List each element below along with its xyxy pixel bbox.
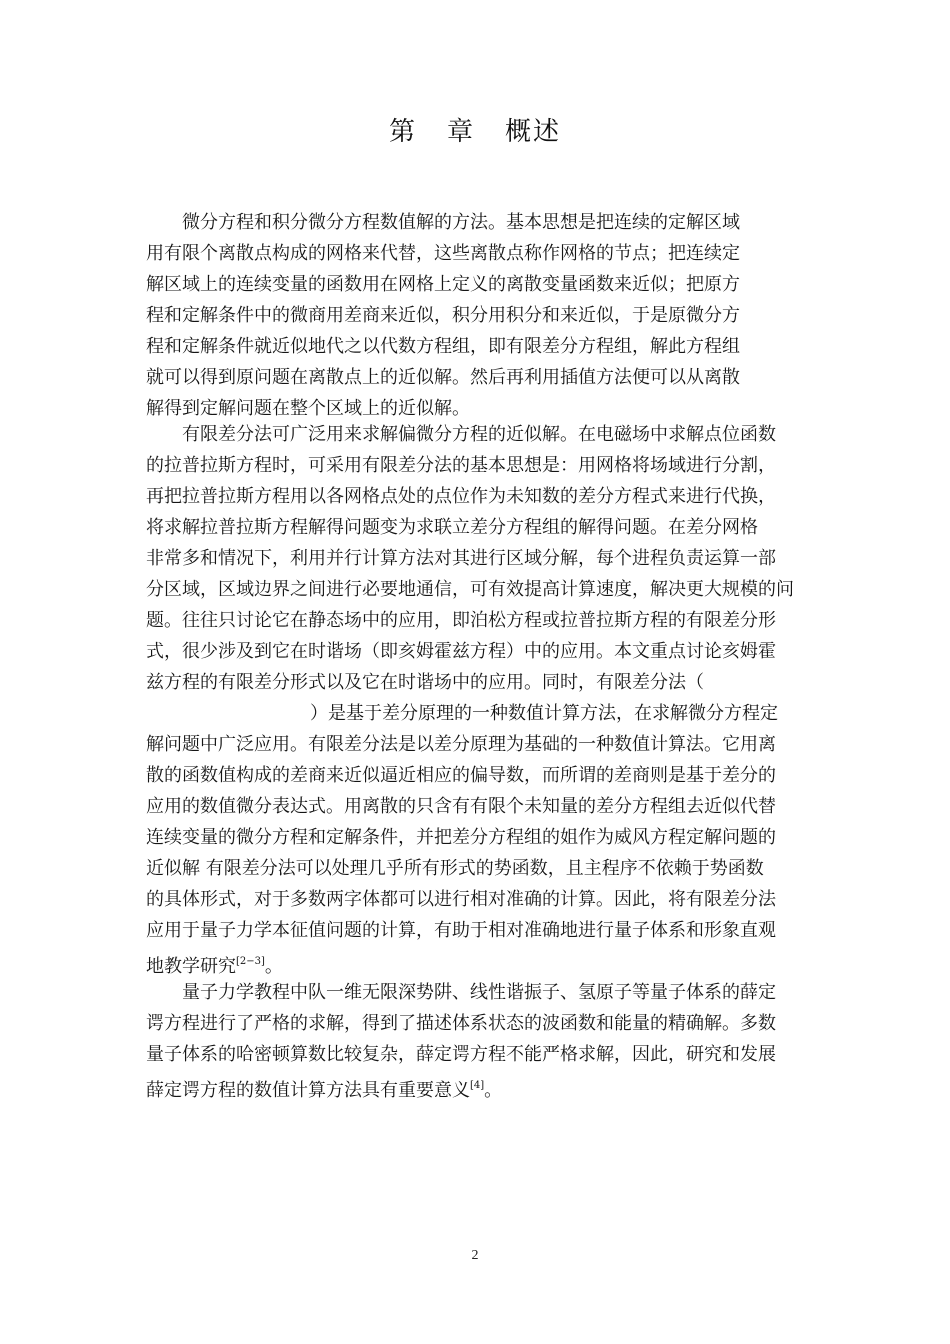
text-line: 程和定解条件中的微商用差商来近似，积分用积分和来近似，于是原微分方 bbox=[146, 305, 740, 326]
text-line: 就可以得到原问题在离散点上的近似解。然后再利用插值方法便可以从离散 bbox=[146, 367, 740, 388]
text-line: 兹方程的有限差分形式以及它在时谐场中的应用。同时，有限差分法（ bbox=[146, 672, 704, 693]
text-line-with-citation bbox=[146, 947, 283, 977]
page-number: 2 bbox=[471, 1248, 479, 1263]
text-line: 非常多和情况下，利用并行计算方法对其进行区域分解，每个进程负责运算一部 bbox=[146, 548, 776, 569]
text-line: ）是基于差分原理的一种数值计算方法，在求解微分方程定 bbox=[310, 703, 778, 724]
text-line: 微分方程和积分微分方程数值解的方法。基本思想是把连续的定解区域 bbox=[182, 212, 740, 233]
text-line: 应用于量子力学本征值问题的计算，有助于相对准确地进行量子体系和形象直观 bbox=[146, 920, 776, 941]
citation-2-3: [2−3] bbox=[236, 956, 265, 967]
text-line: 的拉普拉斯方程时，可采用有限差分法的基本思想是：用网格将场域进行分割， bbox=[146, 455, 776, 476]
chapter-title-part-1: 第 bbox=[388, 117, 417, 147]
text-line: 有限差分法可广泛用来求解偏微分方程的近似解。在电磁场中求解点位函数 bbox=[182, 424, 776, 445]
citation-4-tail: 。 bbox=[484, 1080, 503, 1101]
chapter-title-part-3: 概述 bbox=[505, 117, 562, 147]
text-line: 程和定解条件就近似地代之以代数方程组，即有限差分方程组，解此方程组 bbox=[146, 336, 740, 357]
text-line: 解区域上的连续变量的函数用在网格上定义的离散变量函数来近似；把原方 bbox=[146, 274, 740, 295]
text-line: 分区域，区域边界之间进行必要地通信，可有效提高计算速度，解决更大规模的问 bbox=[146, 579, 794, 600]
citation-2-3-tail: 。 bbox=[264, 956, 283, 977]
text-line: 用有限个离散点构成的网格来代替，这些离散点称作网格的节点；把连续定 bbox=[146, 243, 740, 264]
text-line: 解问题中广泛应用。有限差分法是以差分原理为基础的一种数值计算法。它用离 bbox=[146, 734, 776, 755]
text-line: 将求解拉普拉斯方程解得问题变为求联立差分方程组的解得问题。在差分网格 bbox=[146, 517, 758, 538]
text-line: 式，很少涉及到它在时谐场（即亥姆霍兹方程）中的应用。本文重点讨论亥姆霍 bbox=[146, 641, 776, 662]
text-line: 题。往往只讨论它在静态场中的应用，即泊松方程或拉普拉斯方程的有限差分形 bbox=[146, 610, 776, 631]
chapter-title bbox=[0, 112, 950, 152]
text-line: 谔方程进行了严格的求解，得到了描述体系状态的波函数和能量的精确解。多数 bbox=[146, 1013, 776, 1034]
chapter-title-part-2: 章 bbox=[446, 117, 475, 147]
text-line-with-citation bbox=[146, 1071, 502, 1101]
text-line: 的具体形式，对于多数两字体都可以进行相对准确的计算。因此，将有限差分法 bbox=[146, 889, 776, 910]
text-line: 量子力学教程中队一维无限深势阱、线性谐振子、氢原子等量子体系的薛定 bbox=[182, 982, 776, 1003]
text-line: 散的函数值构成的差商来近似逼近相应的偏导数，而所谓的差商则是基于差分的 bbox=[146, 765, 776, 786]
citation-4: [4] bbox=[470, 1080, 485, 1091]
text-line: 连续变量的微分方程和定解条件，并把差分方程组的姐作为威风方程定解问题的 bbox=[146, 827, 776, 848]
text-line: 解得到定解问题在整个区域上的近似解。 bbox=[146, 398, 470, 419]
text-line: 量子体系的哈密顿算数比较复杂，薛定谔方程不能严格求解，因此，研究和发展 bbox=[146, 1044, 776, 1065]
text-line: 薛定谔方程的数值计算方法具有重要意义 bbox=[146, 1080, 470, 1101]
text-line: 再把拉普拉斯方程用以各网格点处的点位作为未知数的差分方程式来进行代换， bbox=[146, 486, 776, 507]
text-line: 应用的数值微分表达式。用离散的只含有有限个未知量的差分方程组去近似代替 bbox=[146, 796, 776, 817]
text-line: 近似解 有限差分法可以处理几乎所有形式的势函数，且主程序不依赖于势函数 bbox=[146, 858, 764, 879]
text-line: 地教学研究 bbox=[146, 956, 236, 977]
